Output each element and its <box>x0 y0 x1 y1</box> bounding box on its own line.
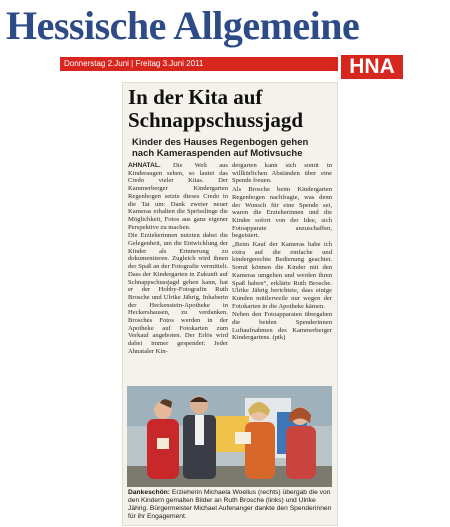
photo-caption <box>128 489 334 521</box>
masthead <box>6 2 446 52</box>
column-paragraph <box>128 162 228 231</box>
date-bar: Donnerstag 2.Juni | Freitag 3.Juni 2011 <box>60 57 338 71</box>
hna-logo: HNA <box>341 55 403 79</box>
dateline: AHNATAL. <box>128 162 161 169</box>
article-column-2 <box>232 162 332 384</box>
caption-text: Erzieherin Michaela Woelius (rechts) übergab die von den Kindern gemalten Bilder an Ruth Brosche (links) und Ulrike Jährig. Bürgermeister Michael Aufenanger dankte den Spenderinnen für ihr Engagement. <box>128 489 332 520</box>
article-photo <box>127 386 332 487</box>
article-subheadline: Kinder des Hauses Regenbogen gehen nach Kameraspenden auf Motivsuche <box>132 137 309 159</box>
column-paragraph: dergarten kann sich somit in willkürlichen Abständen über eine Spende freuen. <box>232 162 332 185</box>
paragraph-text: Die Welt aus Kinderaugen sehen, so lautet das Credo vieler Kitas. Der Kammerberger Kindergarten Regenbogen setzte dieses Credo in die Tat um: Dank zweier neuer Kameras erhalten die Sprösslinge die Möglichkeit, Fotos aus ganz eigener Perspektive zu machen. <box>128 162 228 231</box>
column-paragraph: „Beim Kauf der Kameras habe ich extra auf die einfache und kindergerechte Bedienung geachtet. Somit können die Kinder mit den Kameras umgehen und werden ihren Spaß haben“, erklärte Ruth Brosche. Ulrike Jährig berichtete, dass einige Kunden mittlerweile nur wegen der Fotokarten in die Apotheke kämen. <box>232 241 332 310</box>
column-paragraph: Neben den Fotoapparaten übergaben die beiden Spenderinnen Luftaufnahmen des Kammerberger Kindergartens. (ptk) <box>232 311 332 342</box>
column-paragraph: Als Brosche beim Kindergarten Regenbogen nachfragte, was denn der Wunsch für eine Spende sei, waren die Erzieherinnen und die Kinder sofort von der Idee, sich Fotoapparate anzuschaffen, begeistert. <box>232 186 332 240</box>
article-column-1 <box>128 162 228 384</box>
article-headline: In der Kita auf Schnappschussjagd <box>128 85 304 132</box>
caption-lead: Dankeschön: <box>128 489 170 496</box>
column-paragraph: Die Erzieherinnen nutzten dabei die Gelegenheit, um die Entwicklung der Kinder als Erinnerung zu dokumentieren. Zugleich wird ihnen der Spaß an der Fotografie vermittelt. Dass der Kindergarten in Zukunft auf Schnappschussjagd gehen kann, hat er der Hobby-Fotografin Ruth Brosche und Ulrike Jährig, Inhaberin der Heckenstein-Apotheke in Heckershausen, zu verdanken. Brosches Fotos werden in der Apotheke auf Fotokarten zum Verkauf angeboten. Der Erlös wird dabei immer gespendet: Jeder Ahnataler Kin- <box>128 232 228 355</box>
newspaper-title: Hessische Allgemeine <box>6 3 360 48</box>
group-photo-illustration <box>127 386 332 487</box>
